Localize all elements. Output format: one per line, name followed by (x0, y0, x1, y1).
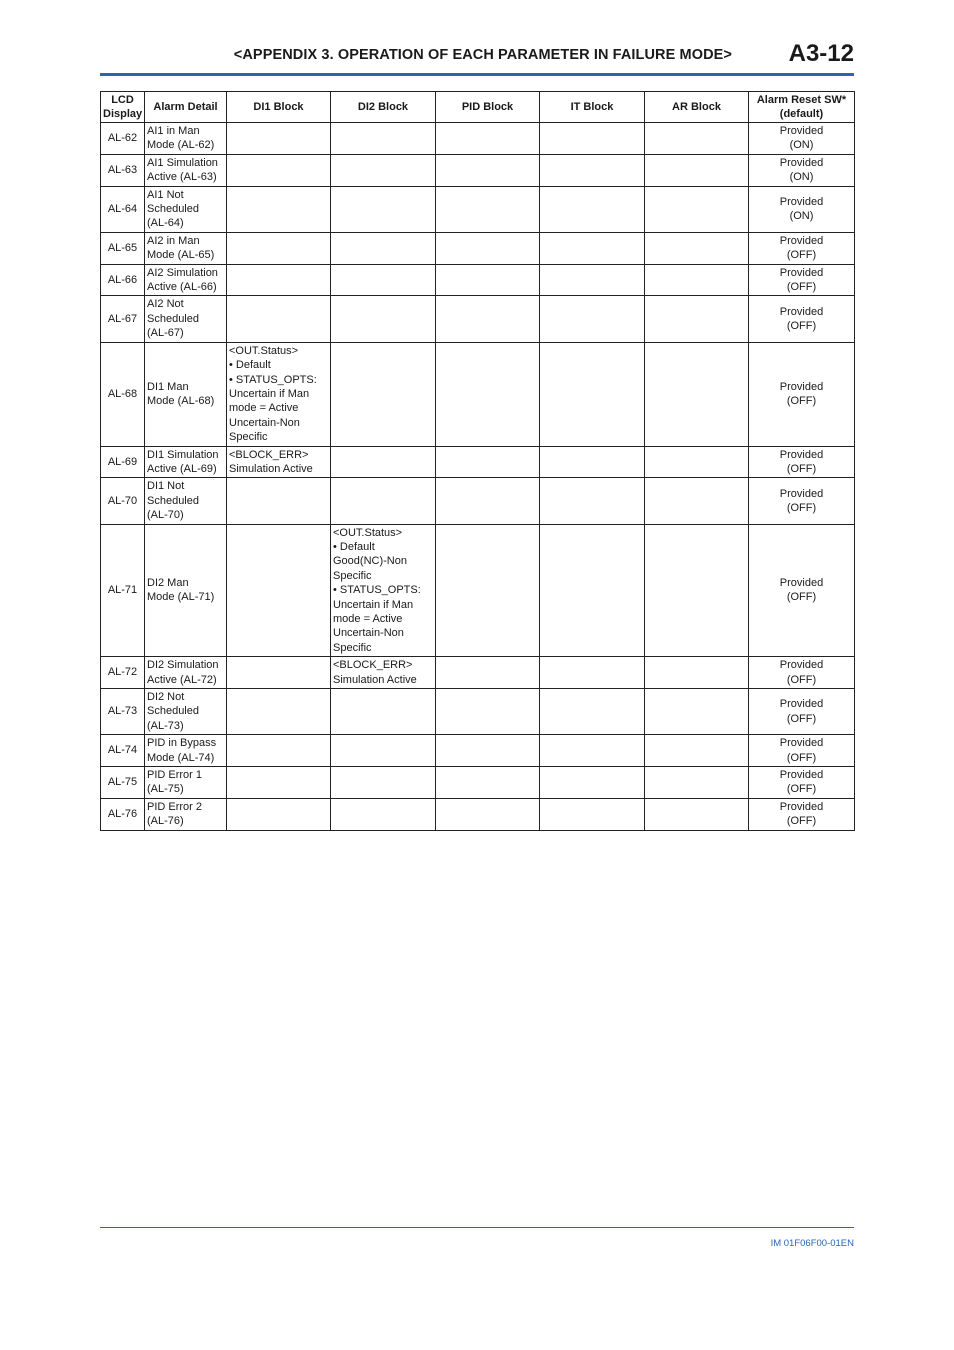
cell-alarm-detail (145, 154, 227, 186)
cell-text-line: Provided (779, 737, 824, 750)
cell-ar-block (645, 657, 749, 689)
column-header-lcd-display (101, 92, 145, 123)
table-row (101, 186, 855, 232)
table-row (101, 232, 855, 264)
cell-pid-block (436, 798, 540, 830)
cell-alarm-reset-sw (749, 689, 855, 735)
cell-alarm-detail (145, 735, 227, 767)
cell-lcd-display: AL-69 (101, 446, 145, 478)
cell-di2-block (331, 342, 436, 446)
cell-di1-block (227, 478, 331, 524)
cell-pid-block (436, 264, 540, 296)
cell-text-line: (ON) (789, 139, 814, 152)
cell-lcd-display: AL-67 (101, 296, 145, 342)
cell-text-line: (ON) (789, 171, 814, 184)
cell-text-line: Provided (779, 156, 824, 169)
cell-it-block (540, 232, 645, 264)
cell-pid-block (436, 296, 540, 342)
cell-text-line: Specific (333, 641, 372, 654)
cell-ar-block (645, 689, 749, 735)
cell-text-line: Scheduled (147, 312, 199, 325)
cell-ar-block (645, 478, 749, 524)
table-row (101, 767, 855, 799)
cell-text-line: Provided (779, 125, 824, 137)
cell-alarm-reset-sw (749, 524, 855, 657)
cell-text-line: (OFF) (786, 462, 817, 475)
cell-text-line: AI1 Not (147, 188, 184, 201)
cell-text-line: Provided (779, 576, 824, 589)
cell-di2-block (331, 798, 436, 830)
cell-alarm-reset-sw (749, 264, 855, 296)
cell-text-line: AI2 Simulation (147, 266, 218, 279)
cell-text-line: PID in Bypass (147, 737, 217, 750)
cell-text-line: (AL-67) (147, 327, 184, 340)
cell-text-line: Uncertain-Non (229, 416, 300, 429)
cell-ar-block (645, 232, 749, 264)
table-row (101, 123, 855, 155)
cell-lcd-display: AL-76 (101, 798, 145, 830)
cell-text-line: PID Error 1 (147, 769, 203, 782)
cell-alarm-detail (145, 767, 227, 799)
cell-pid-block (436, 524, 540, 657)
cell-text-line: Specific (229, 431, 268, 444)
cell-pid-block (436, 154, 540, 186)
cell-text-line: DI1 Man (147, 380, 189, 393)
column-header-line: Alarm Reset SW* (756, 93, 847, 106)
cell-di2-block (331, 154, 436, 186)
cell-pid-block (436, 478, 540, 524)
cell-alarm-detail (145, 524, 227, 657)
cell-it-block (540, 264, 645, 296)
cell-it-block (540, 478, 645, 524)
cell-di2-block (331, 232, 436, 264)
cell-text-line: Simulation Active (229, 462, 313, 475)
cell-text-line: DI1 Simulation (147, 448, 219, 461)
cell-ar-block (645, 186, 749, 232)
cell-di1-block (227, 154, 331, 186)
cell-lcd-display: AL-66 (101, 264, 145, 296)
cell-di2-block (331, 478, 436, 524)
cell-text-line: <BLOCK_ERR> (229, 448, 309, 461)
column-header-it-block: IT Block (540, 92, 645, 123)
cell-text-line: (OFF) (786, 783, 817, 796)
cell-di1-block (227, 798, 331, 830)
alarm-parameter-table (100, 91, 855, 831)
cell-text-line: DI2 Simulation (147, 659, 219, 672)
cell-text-line: • Default (229, 359, 271, 372)
cell-ar-block (645, 123, 749, 155)
cell-text-line: (OFF) (786, 320, 817, 333)
cell-alarm-detail (145, 232, 227, 264)
column-header-ar-block: AR Block (645, 92, 749, 123)
cell-it-block (540, 767, 645, 799)
column-header-alarm-detail: Alarm Detail (145, 92, 227, 123)
cell-pid-block (436, 735, 540, 767)
cell-lcd-display: AL-64 (101, 186, 145, 232)
cell-text-line: Scheduled (147, 494, 199, 507)
table-row (101, 154, 855, 186)
cell-di1-block (227, 296, 331, 342)
cell-it-block (540, 446, 645, 478)
cell-alarm-reset-sw (749, 478, 855, 524)
cell-di1-block (227, 232, 331, 264)
cell-lcd-display: AL-71 (101, 524, 145, 657)
column-header-alarm-reset-sw (749, 92, 855, 123)
cell-text-line: Provided (779, 195, 824, 208)
cell-alarm-detail (145, 798, 227, 830)
table-row (101, 296, 855, 342)
cell-text-line: <OUT.Status> (333, 526, 403, 539)
column-header-line: (default) (779, 108, 824, 120)
table-row (101, 524, 855, 657)
cell-text-line: Good(NC)-Non (333, 555, 407, 568)
cell-di1-block (227, 446, 331, 478)
cell-alarm-detail (145, 446, 227, 478)
cell-pid-block (436, 342, 540, 446)
cell-ar-block (645, 342, 749, 446)
cell-di2-block (331, 689, 436, 735)
cell-text-line: Scheduled (147, 705, 199, 718)
cell-alarm-reset-sw (749, 123, 855, 155)
cell-alarm-reset-sw (749, 296, 855, 342)
cell-it-block (540, 296, 645, 342)
cell-text-line: (AL-75) (147, 783, 184, 796)
cell-alarm-reset-sw (749, 798, 855, 830)
cell-pid-block (436, 232, 540, 264)
cell-di1-block (227, 186, 331, 232)
cell-alarm-detail (145, 264, 227, 296)
cell-text-line: Provided (779, 234, 824, 247)
cell-di1-block (227, 264, 331, 296)
document-id: IM 01F06F00-01EN (770, 1238, 854, 1249)
column-header-di1-block: DI1 Block (227, 92, 331, 123)
cell-it-block (540, 524, 645, 657)
table-header-row (101, 92, 855, 123)
cell-text-line: Scheduled (147, 203, 199, 216)
cell-di1-block (227, 657, 331, 689)
cell-text-line: (OFF) (786, 591, 817, 604)
cell-pid-block (436, 657, 540, 689)
cell-lcd-display: AL-75 (101, 767, 145, 799)
table-row (101, 478, 855, 524)
header-divider (100, 73, 854, 76)
cell-it-block (540, 342, 645, 446)
cell-di1-block (227, 342, 331, 446)
cell-text-line: (OFF) (786, 281, 817, 294)
cell-text-line: Provided (779, 698, 824, 711)
cell-text-line: Active (AL-66) (147, 281, 217, 294)
cell-di2-block (331, 657, 436, 689)
cell-text-line: (AL-73) (147, 719, 184, 732)
table-row (101, 342, 855, 446)
cell-it-block (540, 657, 645, 689)
cell-text-line: Provided (779, 659, 824, 672)
cell-pid-block (436, 689, 540, 735)
cell-text-line: (OFF) (786, 395, 817, 408)
cell-pid-block (436, 186, 540, 232)
cell-text-line: AI2 in Man (147, 234, 200, 247)
cell-alarm-detail (145, 657, 227, 689)
cell-ar-block (645, 735, 749, 767)
cell-alarm-reset-sw (749, 767, 855, 799)
cell-text-line: Mode (AL-68) (147, 395, 215, 408)
page-header-title: <APPENDIX 3. OPERATION OF EACH PARAMETER IN FAILURE MODE> (233, 47, 732, 63)
cell-text-line: Mode (AL-65) (147, 249, 215, 262)
cell-it-block (540, 735, 645, 767)
cell-text-line: <BLOCK_ERR> (333, 659, 413, 672)
cell-alarm-reset-sw (749, 186, 855, 232)
cell-ar-block (645, 264, 749, 296)
table-row (101, 798, 855, 830)
cell-text-line: (ON) (789, 210, 814, 223)
cell-text-line: • STATUS_OPTS: (229, 373, 317, 386)
cell-alarm-detail (145, 186, 227, 232)
cell-text-line: Provided (779, 487, 824, 500)
table-row (101, 657, 855, 689)
cell-text-line: • Default (333, 540, 375, 553)
cell-text-line: Specific (333, 569, 372, 582)
cell-pid-block (436, 446, 540, 478)
cell-alarm-reset-sw (749, 446, 855, 478)
cell-lcd-display: AL-65 (101, 232, 145, 264)
cell-alarm-reset-sw (749, 342, 855, 446)
cell-text-line: Uncertain if Man (333, 598, 414, 611)
cell-text-line: (AL-76) (147, 815, 184, 828)
cell-text-line: PID Error 2 (147, 800, 203, 813)
cell-text-line: (OFF) (786, 751, 817, 764)
cell-text-line: Provided (779, 305, 824, 318)
cell-lcd-display: AL-72 (101, 657, 145, 689)
cell-text-line: AI2 Not (147, 298, 184, 311)
cell-alarm-detail (145, 689, 227, 735)
cell-text-line: (OFF) (786, 815, 817, 828)
cell-text-line: (OFF) (786, 501, 817, 514)
cell-text-line: Mode (AL-71) (147, 591, 215, 604)
column-header-line: Display (103, 108, 143, 120)
cell-text-line: Provided (779, 380, 824, 393)
cell-lcd-display: AL-73 (101, 689, 145, 735)
cell-di2-block (331, 186, 436, 232)
cell-alarm-detail (145, 478, 227, 524)
cell-text-line: (OFF) (786, 673, 817, 686)
cell-text-line: Active (AL-72) (147, 673, 217, 686)
cell-di2-block (331, 446, 436, 478)
cell-it-block (540, 123, 645, 155)
cell-alarm-reset-sw (749, 232, 855, 264)
cell-text-line: DI2 Man (147, 576, 189, 589)
cell-ar-block (645, 767, 749, 799)
cell-text-line: Uncertain-Non (333, 627, 404, 640)
cell-text-line: (OFF) (786, 712, 817, 725)
cell-text-line: mode = Active (333, 613, 403, 625)
column-header-di2-block: DI2 Block (331, 92, 436, 123)
cell-alarm-reset-sw (749, 735, 855, 767)
cell-alarm-detail (145, 296, 227, 342)
cell-text-line: (AL-70) (147, 509, 184, 522)
cell-di1-block (227, 767, 331, 799)
cell-it-block (540, 689, 645, 735)
cell-alarm-detail (145, 123, 227, 155)
page-number: A3-12 (788, 40, 854, 67)
cell-it-block (540, 798, 645, 830)
cell-pid-block (436, 767, 540, 799)
cell-alarm-reset-sw (749, 154, 855, 186)
cell-di1-block (227, 689, 331, 735)
cell-it-block (540, 186, 645, 232)
column-header-pid-block: PID Block (436, 92, 540, 123)
footer-divider (100, 1227, 854, 1228)
cell-text-line: Active (AL-69) (147, 462, 217, 475)
cell-text-line: (OFF) (786, 249, 817, 262)
cell-text-line: DI2 Not (147, 691, 185, 704)
cell-text-line: mode = Active (229, 402, 299, 415)
cell-text-line: Provided (779, 266, 824, 279)
cell-text-line: Simulation Active (333, 673, 417, 686)
cell-ar-block (645, 524, 749, 657)
cell-di2-block (331, 524, 436, 657)
cell-lcd-display: AL-68 (101, 342, 145, 446)
cell-text-line: Mode (AL-62) (147, 139, 215, 152)
cell-ar-block (645, 798, 749, 830)
cell-text-line: (AL-64) (147, 217, 184, 230)
table-body (101, 123, 855, 831)
cell-pid-block (436, 123, 540, 155)
cell-text-line: DI1 Not (147, 480, 185, 493)
column-header-line: LCD (111, 93, 134, 106)
cell-lcd-display: AL-62 (101, 123, 145, 155)
cell-di2-block (331, 735, 436, 767)
cell-di2-block (331, 123, 436, 155)
cell-text-line: Provided (779, 448, 824, 461)
cell-lcd-display: AL-74 (101, 735, 145, 767)
table-row (101, 264, 855, 296)
cell-alarm-reset-sw (749, 657, 855, 689)
cell-di1-block (227, 524, 331, 657)
cell-text-line: Provided (779, 800, 824, 813)
cell-text-line: Active (AL-63) (147, 171, 217, 184)
cell-ar-block (645, 296, 749, 342)
cell-it-block (540, 154, 645, 186)
cell-text-line: <OUT.Status> (229, 344, 299, 357)
cell-di2-block (331, 296, 436, 342)
cell-text-line: AI1 Simulation (147, 156, 218, 169)
cell-di2-block (331, 767, 436, 799)
table-row (101, 689, 855, 735)
cell-di2-block (331, 264, 436, 296)
table-row (101, 735, 855, 767)
cell-di1-block (227, 123, 331, 155)
cell-ar-block (645, 446, 749, 478)
cell-lcd-display: AL-63 (101, 154, 145, 186)
cell-text-line: Mode (AL-74) (147, 751, 215, 764)
cell-ar-block (645, 154, 749, 186)
cell-text-line: • STATUS_OPTS: (333, 584, 421, 597)
cell-di1-block (227, 735, 331, 767)
cell-text-line: Provided (779, 769, 824, 782)
cell-text-line: Uncertain if Man (229, 387, 310, 400)
cell-alarm-detail (145, 342, 227, 446)
cell-text-line: AI1 in Man (147, 125, 200, 137)
table-row (101, 446, 855, 478)
cell-lcd-display: AL-70 (101, 478, 145, 524)
